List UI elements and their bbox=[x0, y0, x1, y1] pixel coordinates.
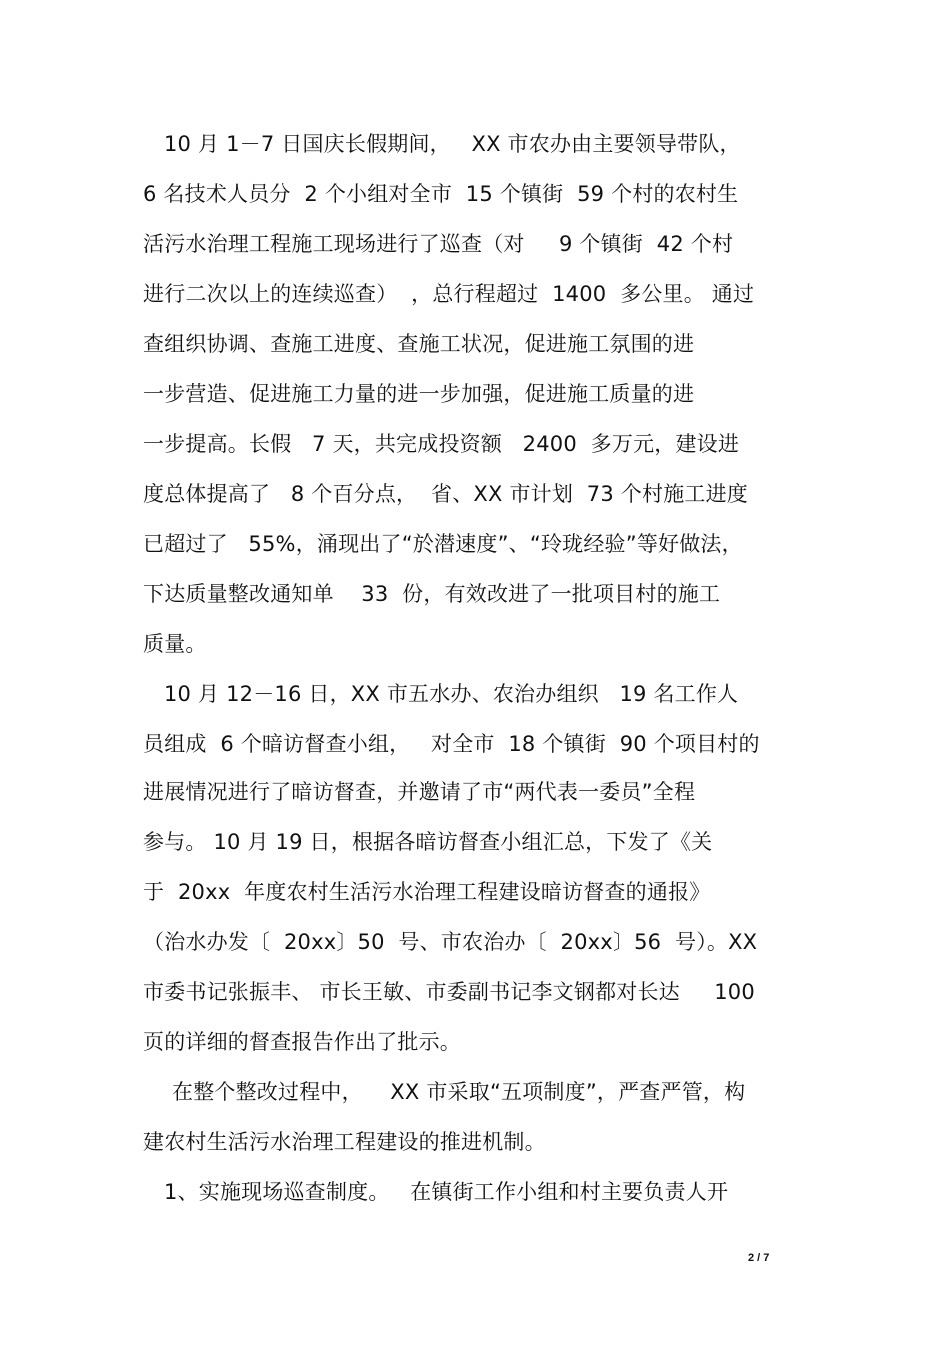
text-line: 市委书记张振丰、 市长王敏、市委副书记李文钢都对长达 100 bbox=[143, 980, 755, 1004]
page-number: 2 / 7 bbox=[748, 1252, 770, 1264]
text-line: 进行二次以上的连续巡查） ，总行程超过 1400 多公里。 通过 bbox=[143, 282, 755, 306]
text-line: 下达质量整改通知单 33 份，有效改进了一批项目村的施工 bbox=[143, 582, 721, 606]
text-line: 6 名技术人员分 2 个小组对全市 15 个镇街 59 个村的农村生 bbox=[143, 182, 739, 206]
text-line: 度总体提高了 8 个百分点， 省、XX 市计划 73 个村施工进度 bbox=[143, 482, 749, 506]
text-line: 在整个整改过程中， XX 市采取“五项制度”，严查严管，构 bbox=[172, 1080, 746, 1104]
text-line: 建农村生活污水治理工程建设的推进机制。 bbox=[143, 1130, 546, 1154]
text-line: 页的详细的督查报告作出了批示。 bbox=[143, 1030, 461, 1054]
text-line: 已超过了 55%，涌现出了“於潜速度”、“玲珑经验”等好做法， bbox=[143, 532, 743, 556]
text-line: （治水办发〔 20xx〕50 号、市农治办〔 20xx〕56 号）。XX bbox=[143, 930, 758, 954]
text-line: 参与。 10 月 19 日，根据各暗访督查小组汇总，下发了《关 bbox=[143, 830, 713, 854]
text-line: 10 月 12－16 日，XX 市五水办、农治办组织 19 名工作人 bbox=[164, 682, 739, 706]
text-line: 质量。 bbox=[143, 632, 207, 656]
text-line: 员组成 6 个暗访督查小组， 对全市 18 个镇街 90 个项目村的 bbox=[143, 732, 760, 756]
text-line: 10 月 1－7 日国庆长假期间， XX 市农办由主要领导带队， bbox=[164, 132, 741, 156]
text-line: 于 20xx 年度农村生活污水治理工程建设暗访督查的通报》 bbox=[143, 880, 711, 904]
text-line: 进展情况进行了暗访督查，并邀请了市“两代表一委员”全程 bbox=[143, 780, 696, 804]
text-line: 1、实施现场巡查制度。 在镇街工作小组和村主要负责人开 bbox=[164, 1180, 729, 1204]
text-line: 一步提高。长假 7 天，共完成投资额 2400 多万元，建设进 bbox=[143, 432, 740, 456]
text-line: 一步营造、促进施工力量的进一步加强，促进施工质量的进 bbox=[143, 382, 695, 406]
text-line: 活污水治理工程施工现场进行了巡查（对 9 个镇街 42 个村 bbox=[143, 232, 734, 256]
text-line: 查组织协调、查施工进度、查施工状况，促进施工氛围的进 bbox=[143, 332, 695, 356]
